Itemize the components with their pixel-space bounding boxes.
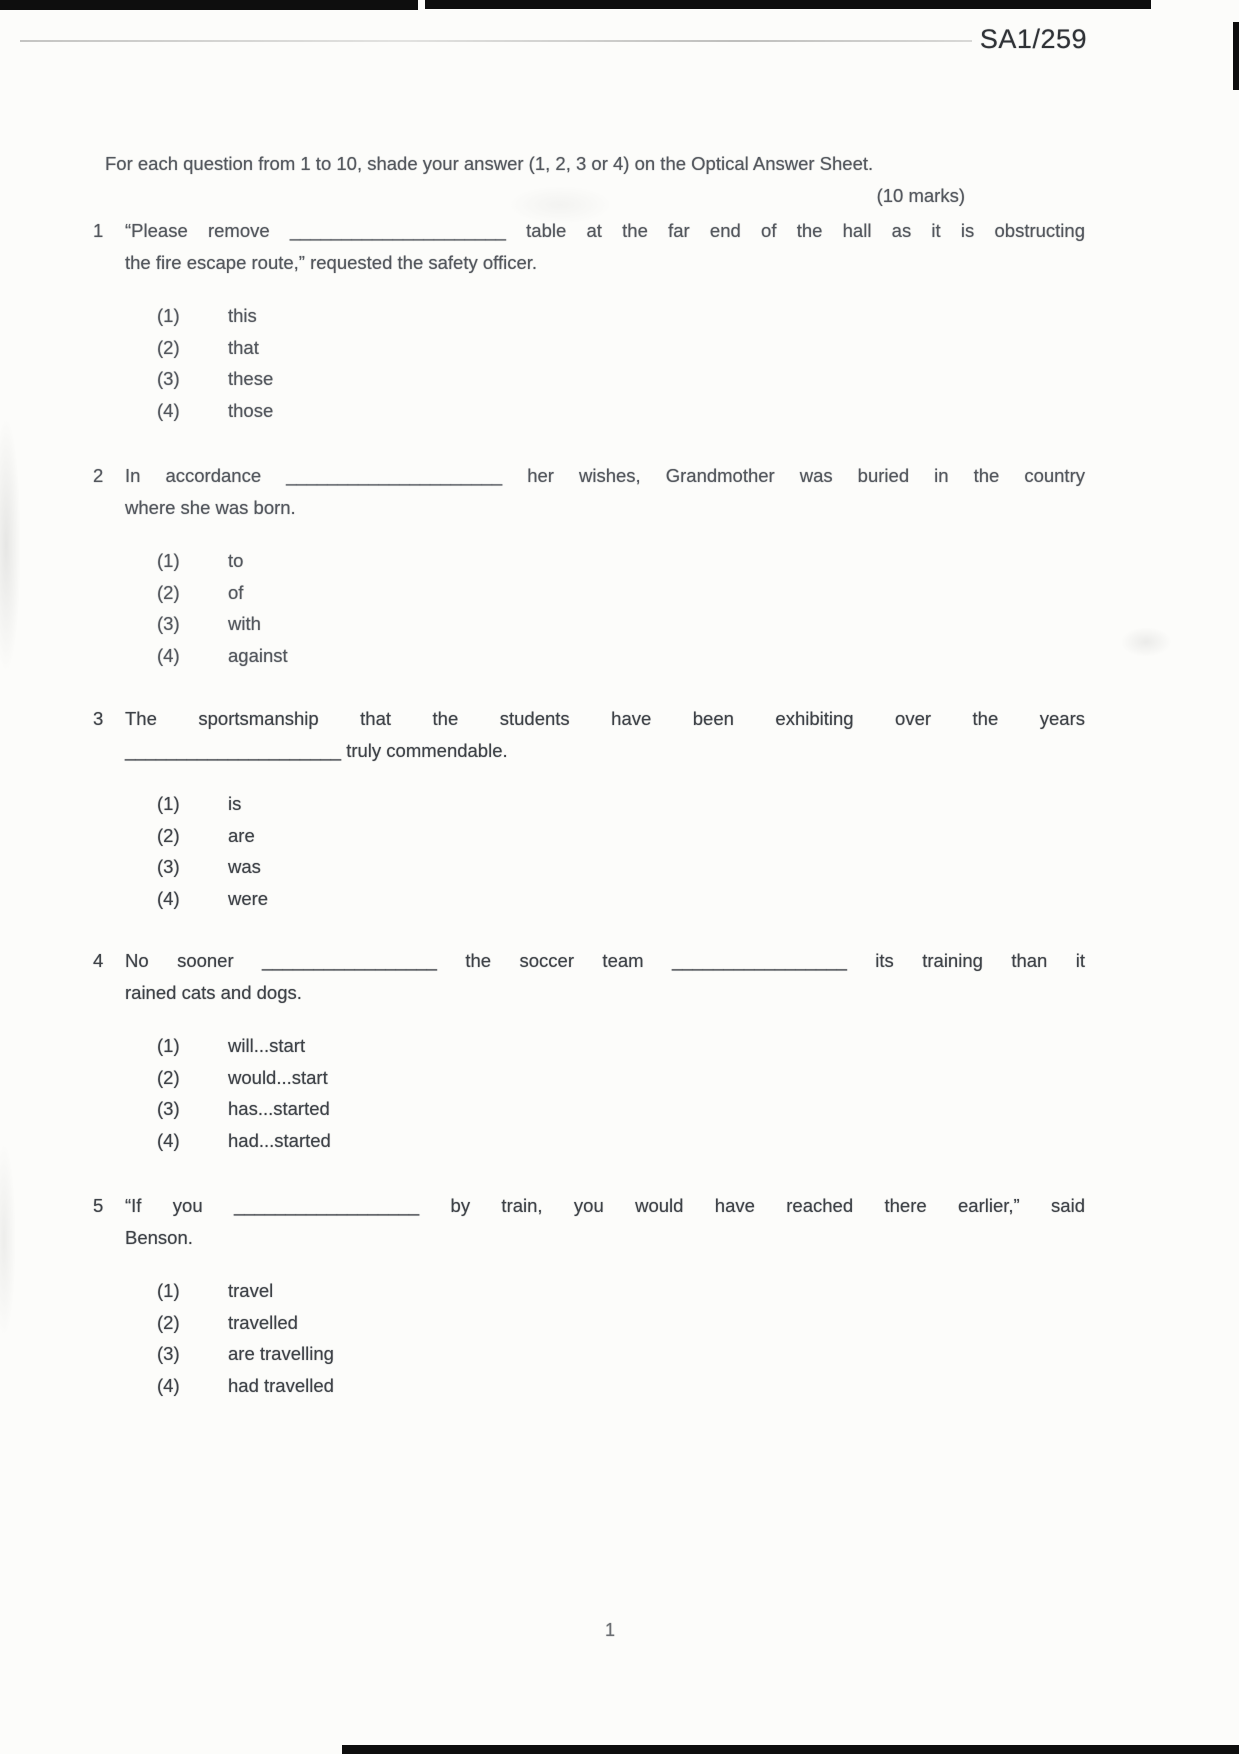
option-row — [157, 363, 1239, 395]
marks-label: (10 marks) — [876, 185, 965, 206]
option-label: to — [228, 550, 244, 571]
question-3 — [0, 703, 1239, 914]
options-list — [157, 1275, 1239, 1401]
option-label: were — [228, 887, 269, 909]
option-row — [157, 640, 1239, 672]
option-number: (1) — [157, 550, 180, 571]
scan-artifact-top-bar-left — [0, 0, 418, 10]
option-label: are — [228, 824, 255, 846]
question-number: 4 — [93, 950, 104, 971]
question-1 — [0, 215, 1239, 426]
question-text-line: “If you __________________ by train, you would have reached there earlier,” said — [125, 1195, 1085, 1216]
paper-code: SA1/259 — [979, 24, 1087, 54]
question-text-line: In accordance _____________________ her wishes, Grandmother was buried in the country — [125, 465, 1085, 486]
option-label: against — [228, 644, 288, 666]
option-row — [157, 788, 1239, 820]
option-number: (1) — [157, 305, 180, 326]
question-text-line: The sportsmanship that the students have been exhibiting over the years — [125, 708, 1085, 729]
option-number: (4) — [157, 1129, 180, 1151]
option-number: (3) — [157, 856, 180, 878]
option-row — [157, 1062, 1239, 1094]
option-row — [157, 545, 1239, 577]
option-label: that — [228, 336, 259, 358]
option-label: was — [228, 856, 261, 878]
question-text-line: “Please remove _____________________ table at the far end of the hall as it is obstructing — [125, 220, 1085, 241]
option-row — [157, 883, 1239, 915]
option-number: (1) — [157, 1035, 180, 1056]
option-label: will...start — [228, 1035, 306, 1056]
option-row — [157, 395, 1239, 427]
option-label: has...started — [228, 1098, 330, 1120]
option-number: (2) — [157, 581, 180, 603]
question-text-line: _____________________ truly commendable. — [125, 740, 508, 761]
instruction-block — [105, 149, 965, 211]
option-row — [157, 1370, 1239, 1402]
option-label: travelled — [228, 1311, 298, 1333]
option-label: this — [228, 305, 257, 326]
scan-artifact-bottom-bar — [342, 1745, 1239, 1754]
question-text-line: the fire escape route,” requested the safety officer. — [125, 252, 538, 273]
option-row — [157, 851, 1239, 883]
option-number: (2) — [157, 336, 180, 358]
scan-artifact-top-bar-right — [425, 0, 1151, 9]
option-number: (1) — [157, 1280, 180, 1301]
option-number: (2) — [157, 824, 180, 846]
options-list — [157, 1030, 1239, 1156]
question-number: 2 — [93, 465, 104, 486]
option-number: (3) — [157, 1098, 180, 1120]
option-label: of — [228, 581, 244, 603]
option-number: (1) — [157, 793, 180, 814]
option-number: (4) — [157, 644, 180, 666]
option-number: (4) — [157, 399, 180, 421]
question-5 — [0, 1190, 1239, 1401]
options-list — [157, 300, 1239, 426]
options-list — [157, 545, 1239, 671]
option-label: those — [228, 399, 274, 421]
question-text-line: Benson. — [125, 1227, 193, 1248]
option-row — [157, 1125, 1239, 1157]
option-row — [157, 332, 1239, 364]
option-row — [157, 577, 1239, 609]
option-label: had travelled — [228, 1374, 334, 1396]
option-row — [157, 820, 1239, 852]
option-number: (2) — [157, 1311, 180, 1333]
option-row — [157, 1338, 1239, 1370]
option-number: (3) — [157, 1343, 180, 1365]
option-number: (2) — [157, 1066, 180, 1088]
option-label: these — [228, 368, 274, 390]
question-text-line: where she was born. — [125, 497, 296, 518]
option-row — [157, 300, 1239, 332]
option-label: are travelling — [228, 1343, 334, 1365]
option-row — [157, 1093, 1239, 1125]
header-rule-line — [20, 40, 972, 42]
page-number: 1 — [604, 1620, 615, 1640]
option-number: (4) — [157, 1374, 180, 1396]
question-text-line: No sooner _________________ the soccer team _________________ its training than it — [125, 950, 1085, 971]
instruction-text: For each question from 1 to 10, shade your answer (1, 2, 3 or 4) on the Optical Answer Sheet. — [105, 153, 874, 174]
question-number: 1 — [93, 220, 104, 241]
option-number: (3) — [157, 368, 180, 390]
option-label: travel — [228, 1280, 274, 1301]
options-list — [157, 788, 1239, 914]
option-row — [157, 1030, 1239, 1062]
question-4 — [0, 945, 1239, 1156]
option-row — [157, 1307, 1239, 1339]
question-2 — [0, 460, 1239, 671]
option-label: had...started — [228, 1129, 331, 1151]
scan-artifact-right-edge-mark — [1233, 22, 1239, 90]
option-number: (3) — [157, 613, 180, 635]
question-number: 3 — [93, 708, 104, 729]
question-number: 5 — [93, 1195, 104, 1216]
option-row — [157, 608, 1239, 640]
question-text-line: rained cats and dogs. — [125, 982, 302, 1003]
option-number: (4) — [157, 887, 180, 909]
option-label: with — [228, 613, 261, 635]
option-label: is — [228, 793, 242, 814]
option-label: would...start — [228, 1066, 328, 1088]
option-row — [157, 1275, 1239, 1307]
